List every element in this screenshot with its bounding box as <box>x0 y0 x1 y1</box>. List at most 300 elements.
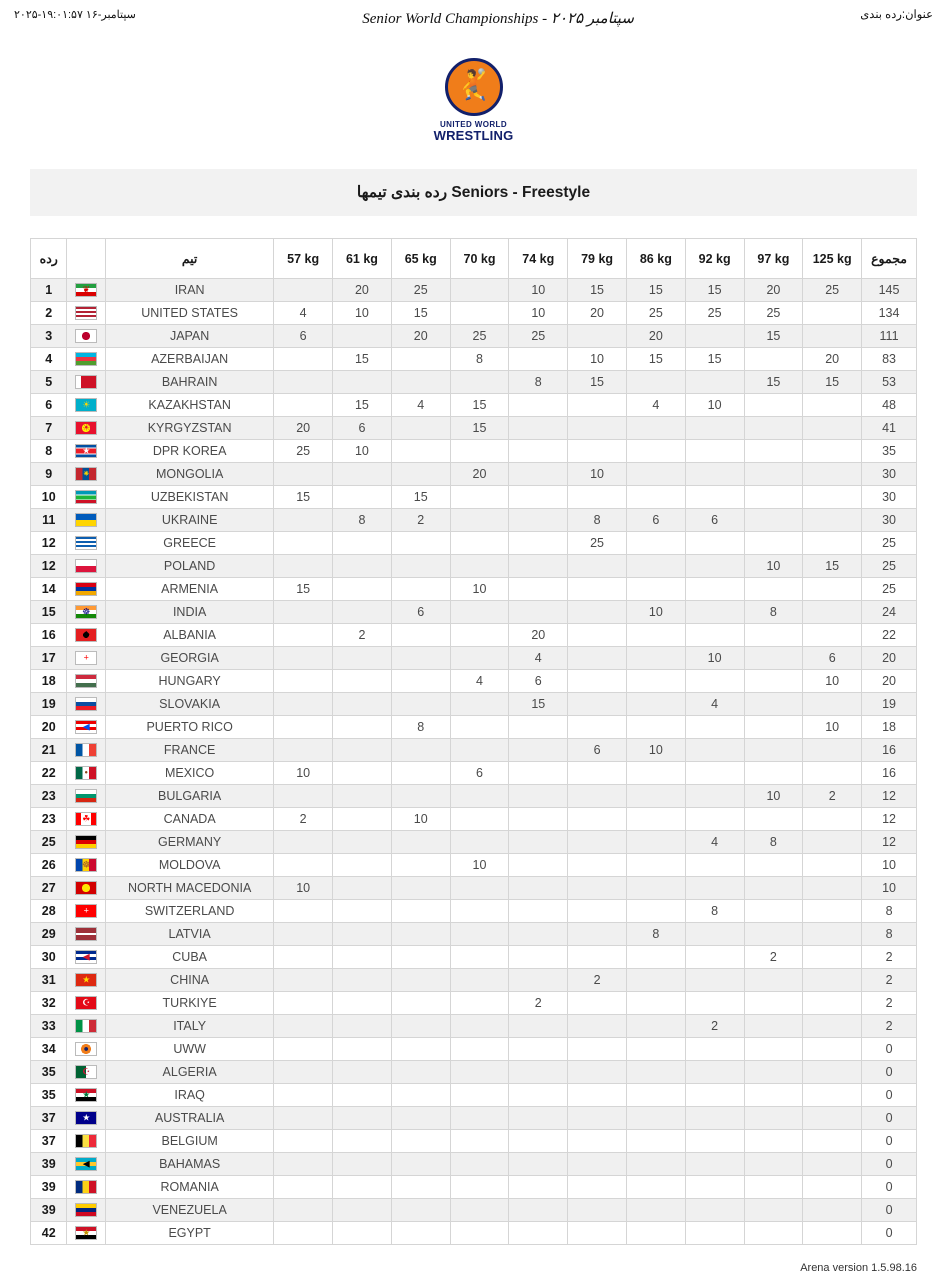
cell-total: 2 <box>862 969 917 992</box>
cell-score-57kg <box>274 946 333 969</box>
cell-team-name: MOLDOVA <box>106 854 274 877</box>
cell-score-79kg <box>568 854 627 877</box>
table-row[interactable] <box>31 647 917 670</box>
cell-score-57kg <box>274 716 333 739</box>
cell-score-86kg <box>626 1015 685 1038</box>
cell-score-86kg <box>626 854 685 877</box>
cell-score-74kg <box>509 923 568 946</box>
cell-score-125kg <box>803 1084 862 1107</box>
cell-score-65kg <box>391 854 450 877</box>
cell-score-86kg <box>626 1222 685 1245</box>
flag-icon: ☪ <box>67 1061 106 1084</box>
cell-score-61kg: 20 <box>333 279 392 302</box>
cell-score-61kg <box>333 486 392 509</box>
cell-score-74kg <box>509 578 568 601</box>
cell-score-92kg <box>685 808 744 831</box>
cell-score-79kg <box>568 601 627 624</box>
cell-total: 24 <box>862 601 917 624</box>
cell-score-74kg: 6 <box>509 670 568 693</box>
cell-score-79kg <box>568 831 627 854</box>
cell-score-61kg <box>333 1130 392 1153</box>
cell-score-125kg <box>803 509 862 532</box>
cell-score-97kg <box>744 762 803 785</box>
cell-score-74kg <box>509 601 568 624</box>
cell-total: 83 <box>862 348 917 371</box>
cell-score-70kg <box>450 647 509 670</box>
table-row[interactable] <box>31 486 917 509</box>
ranking-table-wrapper <box>30 238 917 1245</box>
cell-score-79kg: 15 <box>568 279 627 302</box>
cell-score-57kg <box>274 969 333 992</box>
cell-score-79kg <box>568 1038 627 1061</box>
page-title: رده بندی تیمها Seniors - Freestyle <box>356 184 591 202</box>
cell-score-92kg: 8 <box>685 900 744 923</box>
cell-score-61kg <box>333 578 392 601</box>
cell-score-92kg <box>685 1176 744 1199</box>
cell-team-name: BULGARIA <box>106 785 274 808</box>
cell-score-97kg <box>744 463 803 486</box>
cell-rank: 12 <box>31 532 67 555</box>
cell-score-92kg <box>685 532 744 555</box>
table-row[interactable] <box>31 1176 917 1199</box>
flag-icon: ❦ <box>67 279 106 302</box>
cell-score-86kg <box>626 532 685 555</box>
table-row[interactable] <box>31 693 917 716</box>
table-row[interactable] <box>31 1130 917 1153</box>
cell-score-65kg <box>391 1222 450 1245</box>
flag-icon <box>67 739 106 762</box>
cell-rank: 8 <box>31 440 67 463</box>
cell-score-125kg <box>803 486 862 509</box>
cell-team-name: MEXICO <box>106 762 274 785</box>
cell-score-86kg <box>626 969 685 992</box>
cell-score-79kg <box>568 693 627 716</box>
cell-score-57kg: 2 <box>274 808 333 831</box>
cell-rank: 25 <box>31 831 67 854</box>
table-row[interactable] <box>31 532 917 555</box>
flag-icon <box>67 1176 106 1199</box>
cell-team-name: VENEZUELA <box>106 1199 274 1222</box>
cell-team-name: ALGERIA <box>106 1061 274 1084</box>
table-row[interactable] <box>31 716 917 739</box>
cell-score-92kg <box>685 969 744 992</box>
cell-score-70kg: 6 <box>450 762 509 785</box>
cell-score-92kg <box>685 601 744 624</box>
cell-score-125kg: 2 <box>803 785 862 808</box>
cell-score-70kg <box>450 716 509 739</box>
cell-score-125kg: 20 <box>803 348 862 371</box>
cell-score-57kg: 25 <box>274 440 333 463</box>
table-row[interactable] <box>31 992 917 1015</box>
cell-score-61kg: 2 <box>333 624 392 647</box>
cell-score-61kg <box>333 1199 392 1222</box>
table-row[interactable] <box>31 1015 917 1038</box>
cell-total: 53 <box>862 371 917 394</box>
cell-score-97kg <box>744 1176 803 1199</box>
cell-team-name: INDIA <box>106 601 274 624</box>
flag-icon <box>67 555 106 578</box>
cell-score-70kg <box>450 1084 509 1107</box>
cell-rank: 42 <box>31 1222 67 1245</box>
cell-score-97kg <box>744 1222 803 1245</box>
cell-score-86kg <box>626 1176 685 1199</box>
cell-score-70kg: 10 <box>450 854 509 877</box>
cell-score-97kg <box>744 1130 803 1153</box>
col-79kg: 79 kg <box>568 239 627 279</box>
flag-icon <box>67 831 106 854</box>
cell-rank: 20 <box>31 716 67 739</box>
cell-score-74kg <box>509 877 568 900</box>
cell-rank: 11 <box>31 509 67 532</box>
cell-score-57kg <box>274 624 333 647</box>
cell-rank: 39 <box>31 1176 67 1199</box>
cell-total: 0 <box>862 1176 917 1199</box>
cell-team-name: BAHRAIN <box>106 371 274 394</box>
cell-rank: 18 <box>31 670 67 693</box>
cell-total: 134 <box>862 302 917 325</box>
table-row[interactable] <box>31 279 917 302</box>
table-row[interactable] <box>31 670 917 693</box>
table-row[interactable] <box>31 854 917 877</box>
cell-score-125kg <box>803 601 862 624</box>
cell-score-74kg <box>509 1061 568 1084</box>
cell-score-57kg <box>274 831 333 854</box>
cell-total: 25 <box>862 578 917 601</box>
cell-score-92kg: 10 <box>685 394 744 417</box>
cell-score-125kg <box>803 624 862 647</box>
cell-score-125kg <box>803 1015 862 1038</box>
cell-score-65kg <box>391 1015 450 1038</box>
cell-team-name: GERMANY <box>106 831 274 854</box>
table-row[interactable] <box>31 348 917 371</box>
cell-score-125kg <box>803 578 862 601</box>
cell-team-name: IRAQ <box>106 1084 274 1107</box>
cell-score-57kg <box>274 394 333 417</box>
cell-score-74kg <box>509 555 568 578</box>
cell-score-61kg <box>333 785 392 808</box>
table-row[interactable] <box>31 785 917 808</box>
cell-score-61kg <box>333 946 392 969</box>
cell-score-92kg <box>685 417 744 440</box>
wrestling-figure-icon: 🤾 <box>454 69 493 102</box>
cell-score-74kg <box>509 463 568 486</box>
cell-score-74kg <box>509 1130 568 1153</box>
table-row[interactable] <box>31 831 917 854</box>
cell-score-97kg <box>744 509 803 532</box>
cell-team-name: UNITED STATES <box>106 302 274 325</box>
cell-total: 0 <box>862 1199 917 1222</box>
cell-score-97kg <box>744 647 803 670</box>
table-row[interactable] <box>31 371 917 394</box>
cell-total: 12 <box>862 808 917 831</box>
cell-score-57kg <box>274 279 333 302</box>
cell-score-97kg <box>744 992 803 1015</box>
table-row[interactable] <box>31 946 917 969</box>
table-row[interactable] <box>31 601 917 624</box>
table-row[interactable] <box>31 463 917 486</box>
cell-total: 0 <box>862 1153 917 1176</box>
cell-team-name: CUBA <box>106 946 274 969</box>
cell-score-57kg: 10 <box>274 762 333 785</box>
cell-score-61kg <box>333 808 392 831</box>
cell-score-70kg <box>450 509 509 532</box>
cell-score-61kg <box>333 992 392 1015</box>
cell-score-65kg: 20 <box>391 325 450 348</box>
cell-score-125kg: 25 <box>803 279 862 302</box>
flag-icon <box>67 578 106 601</box>
ranking-table <box>30 238 917 1245</box>
cell-score-74kg <box>509 969 568 992</box>
cell-score-61kg <box>333 601 392 624</box>
cell-score-86kg <box>626 1107 685 1130</box>
cell-score-57kg <box>274 1176 333 1199</box>
cell-score-97kg <box>744 1015 803 1038</box>
cell-score-70kg <box>450 1038 509 1061</box>
cell-score-57kg <box>274 1107 333 1130</box>
cell-team-name: GEORGIA <box>106 647 274 670</box>
cell-score-86kg <box>626 647 685 670</box>
cell-score-57kg <box>274 1199 333 1222</box>
cell-team-name: PUERTO RICO <box>106 716 274 739</box>
table-row[interactable] <box>31 739 917 762</box>
cell-total: 30 <box>862 509 917 532</box>
cell-total: 10 <box>862 854 917 877</box>
cell-rank: 5 <box>31 371 67 394</box>
flag-icon <box>67 486 106 509</box>
cell-score-79kg: 10 <box>568 348 627 371</box>
cell-score-125kg <box>803 440 862 463</box>
table-row[interactable] <box>31 808 917 831</box>
cell-score-74kg <box>509 785 568 808</box>
cell-score-86kg <box>626 1199 685 1222</box>
table-row[interactable] <box>31 1153 917 1176</box>
cell-score-70kg <box>450 1199 509 1222</box>
cell-score-65kg <box>391 670 450 693</box>
cell-score-70kg: 20 <box>450 463 509 486</box>
cell-total: 0 <box>862 1107 917 1130</box>
cell-team-name: NORTH MACEDONIA <box>106 877 274 900</box>
cell-score-86kg <box>626 992 685 1015</box>
flag-icon: ⁕ <box>67 463 106 486</box>
cell-score-74kg <box>509 1084 568 1107</box>
cell-team-name: DPR KOREA <box>106 440 274 463</box>
table-row[interactable] <box>31 1061 917 1084</box>
cell-total: 16 <box>862 739 917 762</box>
cell-total: 30 <box>862 463 917 486</box>
cell-team-name: GREECE <box>106 532 274 555</box>
cell-rank: 19 <box>31 693 67 716</box>
cell-score-92kg: 2 <box>685 1015 744 1038</box>
cell-score-125kg <box>803 1153 862 1176</box>
cell-score-65kg: 10 <box>391 808 450 831</box>
cell-score-86kg <box>626 785 685 808</box>
table-row[interactable] <box>31 440 917 463</box>
cell-score-70kg <box>450 279 509 302</box>
cell-score-97kg <box>744 923 803 946</box>
cell-score-70kg <box>450 900 509 923</box>
cell-score-92kg <box>685 555 744 578</box>
table-row[interactable] <box>31 1084 917 1107</box>
cell-score-92kg: 25 <box>685 302 744 325</box>
table-row[interactable] <box>31 877 917 900</box>
table-row[interactable] <box>31 923 917 946</box>
cell-score-57kg: 15 <box>274 578 333 601</box>
cell-score-92kg <box>685 1061 744 1084</box>
cell-score-74kg <box>509 417 568 440</box>
flag-icon <box>67 509 106 532</box>
cell-score-74kg: 25 <box>509 325 568 348</box>
cell-score-70kg <box>450 877 509 900</box>
cell-score-92kg <box>685 992 744 1015</box>
cell-score-74kg <box>509 831 568 854</box>
cell-score-79kg <box>568 1107 627 1130</box>
cell-total: 111 <box>862 325 917 348</box>
cell-score-74kg <box>509 716 568 739</box>
cell-team-name: LATVIA <box>106 923 274 946</box>
cell-score-79kg <box>568 486 627 509</box>
cell-team-name: BELGIUM <box>106 1130 274 1153</box>
cell-score-70kg <box>450 1176 509 1199</box>
cell-score-97kg <box>744 739 803 762</box>
cell-score-125kg <box>803 854 862 877</box>
cell-score-125kg <box>803 394 862 417</box>
cell-score-65kg <box>391 785 450 808</box>
table-row[interactable] <box>31 900 917 923</box>
table-head <box>31 239 917 279</box>
cell-score-70kg <box>450 969 509 992</box>
cell-score-86kg: 20 <box>626 325 685 348</box>
cell-score-57kg <box>274 693 333 716</box>
cell-total: 35 <box>862 440 917 463</box>
cell-score-92kg <box>685 670 744 693</box>
cell-score-57kg <box>274 1015 333 1038</box>
cell-rank: 6 <box>31 394 67 417</box>
cell-score-65kg: 15 <box>391 302 450 325</box>
cell-score-86kg <box>626 624 685 647</box>
cell-score-65kg <box>391 624 450 647</box>
cell-team-name: FRANCE <box>106 739 274 762</box>
cell-score-74kg: 20 <box>509 624 568 647</box>
cell-score-92kg: 4 <box>685 693 744 716</box>
table-row[interactable] <box>31 1107 917 1130</box>
table-row[interactable] <box>31 417 917 440</box>
table-row[interactable] <box>31 624 917 647</box>
cell-score-125kg <box>803 325 862 348</box>
cell-score-74kg <box>509 1107 568 1130</box>
cell-score-97kg: 8 <box>744 601 803 624</box>
cell-score-65kg <box>391 831 450 854</box>
cell-score-97kg <box>744 578 803 601</box>
cell-score-65kg <box>391 417 450 440</box>
cell-total: 0 <box>862 1061 917 1084</box>
table-row[interactable] <box>31 325 917 348</box>
cell-score-125kg <box>803 463 862 486</box>
cell-score-70kg: 10 <box>450 578 509 601</box>
cell-score-92kg <box>685 1153 744 1176</box>
cell-team-name: UZBEKISTAN <box>106 486 274 509</box>
table-row[interactable] <box>31 555 917 578</box>
cell-score-92kg <box>685 1199 744 1222</box>
cell-total: 10 <box>862 877 917 900</box>
cell-score-79kg: 2 <box>568 969 627 992</box>
cell-score-86kg <box>626 946 685 969</box>
cell-score-57kg: 10 <box>274 877 333 900</box>
cell-score-57kg <box>274 992 333 1015</box>
cell-score-125kg: 15 <box>803 555 862 578</box>
cell-score-61kg <box>333 325 392 348</box>
cell-score-57kg: 6 <box>274 325 333 348</box>
cell-score-74kg <box>509 739 568 762</box>
cell-score-125kg: 6 <box>803 647 862 670</box>
cell-total: 2 <box>862 946 917 969</box>
cell-score-74kg <box>509 532 568 555</box>
cell-score-65kg <box>391 1153 450 1176</box>
cell-team-name: TURKIYE <box>106 992 274 1015</box>
cell-score-70kg <box>450 371 509 394</box>
table-row[interactable] <box>31 302 917 325</box>
cell-score-79kg <box>568 624 627 647</box>
flag-icon <box>67 670 106 693</box>
cell-score-79kg: 25 <box>568 532 627 555</box>
flag-icon <box>67 348 106 371</box>
table-row[interactable] <box>31 969 917 992</box>
flag-icon <box>67 325 106 348</box>
cell-team-name: AZERBAIJAN <box>106 348 274 371</box>
table-row[interactable] <box>31 578 917 601</box>
cell-rank: 21 <box>31 739 67 762</box>
flag-icon <box>67 1199 106 1222</box>
col-57kg: 57 kg <box>274 239 333 279</box>
cell-rank: 12 <box>31 555 67 578</box>
table-row[interactable] <box>31 1038 917 1061</box>
header-document-label: عنوان:رده بندی <box>860 9 933 21</box>
cell-score-70kg <box>450 1222 509 1245</box>
cell-score-61kg <box>333 831 392 854</box>
table-row[interactable] <box>31 762 917 785</box>
cell-score-86kg <box>626 440 685 463</box>
cell-score-97kg <box>744 624 803 647</box>
cell-score-57kg <box>274 923 333 946</box>
cell-score-70kg <box>450 440 509 463</box>
table-row[interactable] <box>31 394 917 417</box>
flag-icon: ☀ <box>67 417 106 440</box>
cell-total: 0 <box>862 1222 917 1245</box>
table-row[interactable] <box>31 1222 917 1245</box>
cell-score-79kg <box>568 1084 627 1107</box>
cell-score-79kg <box>568 440 627 463</box>
cell-score-74kg <box>509 394 568 417</box>
cell-score-61kg <box>333 532 392 555</box>
cell-score-97kg <box>744 693 803 716</box>
cell-score-65kg <box>391 900 450 923</box>
flag-icon: ★ <box>67 1107 106 1130</box>
cell-score-97kg <box>744 877 803 900</box>
cell-score-79kg <box>568 670 627 693</box>
flag-icon: ❖ <box>67 624 106 647</box>
table-row[interactable] <box>31 1199 917 1222</box>
cell-rank: 1 <box>31 279 67 302</box>
header-timestamp: ۲۰۲۵-۱۹:۰۱:۵۷ ۱۶-سپتامبر <box>14 9 136 21</box>
cell-score-97kg: 10 <box>744 555 803 578</box>
flag-icon: ☪ <box>67 992 106 1015</box>
cell-score-74kg <box>509 1176 568 1199</box>
table-row[interactable] <box>31 509 917 532</box>
cell-score-125kg <box>803 923 862 946</box>
cell-score-61kg <box>333 716 392 739</box>
cell-score-61kg <box>333 463 392 486</box>
cell-score-70kg <box>450 1107 509 1130</box>
cell-team-name: ARMENIA <box>106 578 274 601</box>
